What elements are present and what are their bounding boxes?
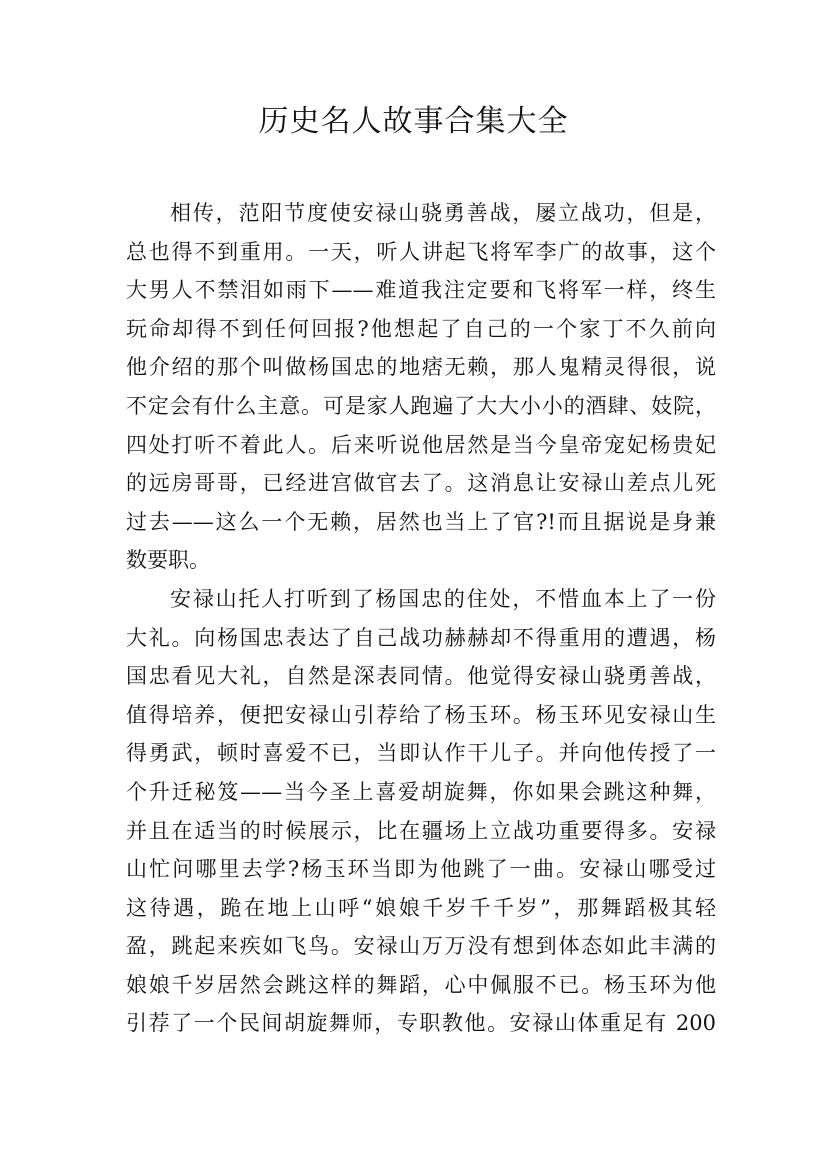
body-line: 大礼。向杨国忠表达了自己战功赫赫却不得重用的遭遇，杨	[126, 625, 716, 650]
body-line: 大男人不禁泪如雨下——难道我注定要和飞将军一样，终生	[126, 278, 716, 303]
body-line: 数要职。	[126, 548, 210, 573]
body-line: 相传，范阳节度使安禄山骁勇善战，屡立战功，但是，	[170, 201, 716, 225]
body-line: 安禄山托人打听到了杨国忠的住处，不惜血本上了一份	[170, 586, 716, 611]
body-line: 这待遇，跪在地上山呼“娘娘千岁千千岁”，那舞蹈极其轻	[126, 895, 716, 920]
body-line: 山忙问哪里去学?杨玉环当即为他跳了一曲。安禄山哪受过	[126, 857, 716, 882]
body-line: 的远房哥哥，已经进宫做官去了。这消息让安禄山差点儿死	[126, 471, 716, 496]
body-line: 玩命却得不到任何回报?他想起了自己的一个家丁不久前向	[126, 316, 716, 341]
body-line: 国忠看见大礼，自然是深表同情。他觉得安禄山骁勇善战，	[126, 664, 716, 689]
body-line: 娘娘千岁居然会跳这样的舞蹈，心中佩服不已。杨玉环为他	[126, 972, 716, 997]
body-line: 值得培养，便把安禄山引荐给了杨玉环。杨玉环见安禄山生	[126, 702, 716, 727]
body-line: 得勇武，顿时喜爱不已，当即认作干儿子。并向他传授了一	[126, 741, 716, 766]
document-title: 历史名人故事合集大全	[258, 104, 569, 139]
body-line: 个升迁秘笈——当今圣上喜爱胡旋舞，你如果会跳这种舞，	[126, 779, 716, 804]
document-body	[126, 194, 716, 1043]
body-line: 总也得不到重用。一天，听人讲起飞将军李广的故事，这个	[126, 239, 716, 264]
body-line: 盈，跳起来疾如飞鸟。安禄山万万没有想到体态如此丰满的	[126, 934, 716, 959]
body-line: 并且在适当的时候展示，比在疆场上立战功重要得多。安禄	[126, 818, 716, 843]
body-line: 引荐了一个民间胡旋舞师，专职教他。安禄山体重足有 200	[126, 1011, 716, 1036]
body-line: 他介绍的那个叫做杨国忠的地痞无赖，那人鬼精灵得很，说	[126, 355, 716, 380]
body-line: 不定会有什么主意。可是家人跑遍了大大小小的酒肆、妓院，	[126, 393, 716, 418]
body-line: 过去——这么一个无赖，居然也当上了官?!而且据说是身兼	[126, 509, 716, 534]
body-line: 四处打听不着此人。后来听说他居然是当今皇帝宠妃杨贵妃	[126, 432, 716, 457]
